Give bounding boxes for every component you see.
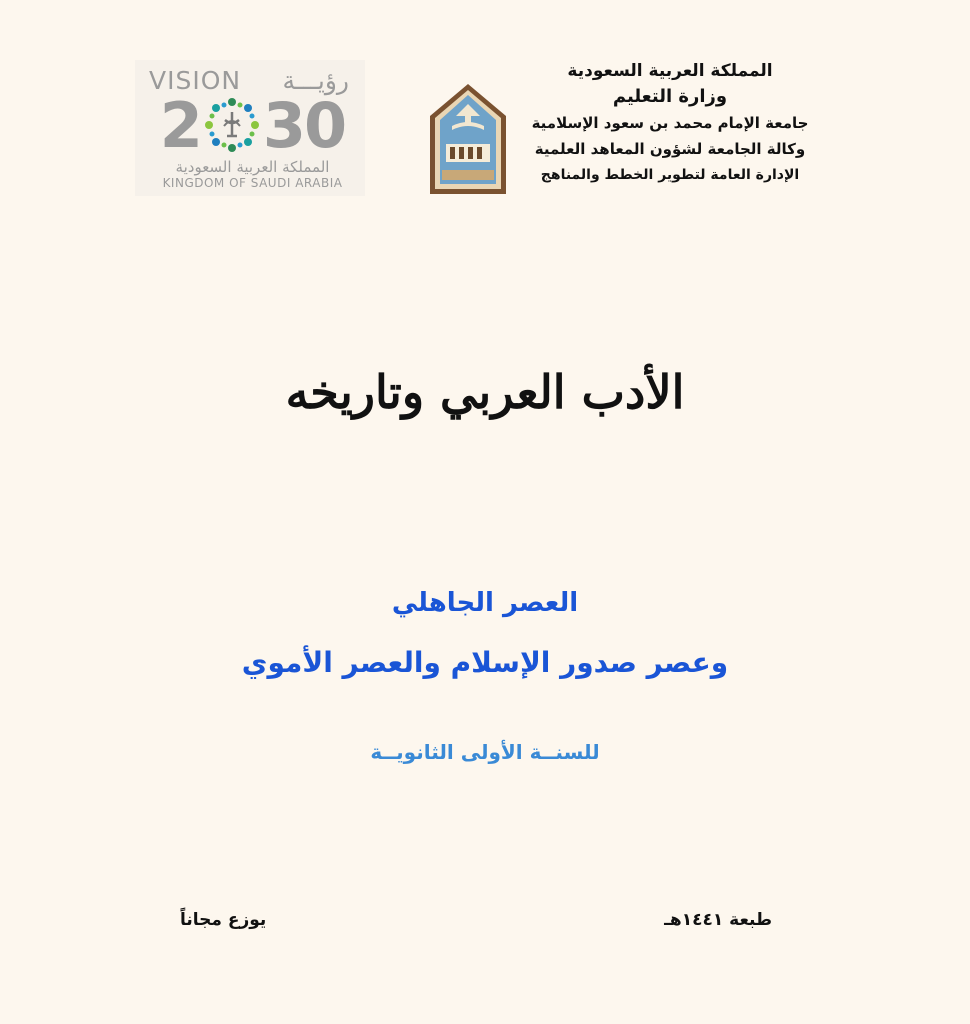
header-line-ministry: وزارة التعليم — [612, 86, 728, 107]
vision-number-right: 30 — [262, 88, 346, 162]
vision-ar-country: المملكة العربية السعودية — [175, 158, 330, 176]
book-subtitle-jahili: العصر الجاهلي — [391, 588, 579, 618]
vision-emblem-icon — [203, 96, 261, 154]
header-line-agency: وكالة الجامعة لشؤون المعاهد العلمية — [534, 140, 806, 158]
vision-number — [145, 90, 360, 160]
vision-ar-word: رؤيـــة — [282, 66, 349, 95]
header-line-kingdom: المملكة العربية السعودية — [567, 61, 773, 81]
book-title: الأدب العربي وتاريخه — [285, 365, 685, 419]
ministry-header — [510, 58, 830, 188]
header-line-university: جامعة الإمام محمد بن سعود الإسلامية — [531, 114, 809, 132]
free-distribution-label: يوزع مجاناً — [180, 910, 267, 930]
vision-en-country: KINGDOM OF SAUDI ARABIA — [162, 176, 343, 190]
header-line-department: الإدارة العامة لتطوير الخطط والمناهج — [540, 167, 800, 183]
vision-number-left: 2 — [159, 88, 201, 162]
university-logo-icon — [428, 82, 508, 196]
edition-label: طبعة ١٤٤١هـ — [664, 910, 772, 930]
grade-level: للسنــة الأولى الثانويــة — [370, 740, 600, 764]
vision-en-word: VISION — [149, 66, 242, 95]
book-subtitle-islam-umayyad: وعصر صدور الإسلام والعصر الأموي — [241, 646, 729, 679]
vision-2030-logo — [135, 60, 365, 196]
